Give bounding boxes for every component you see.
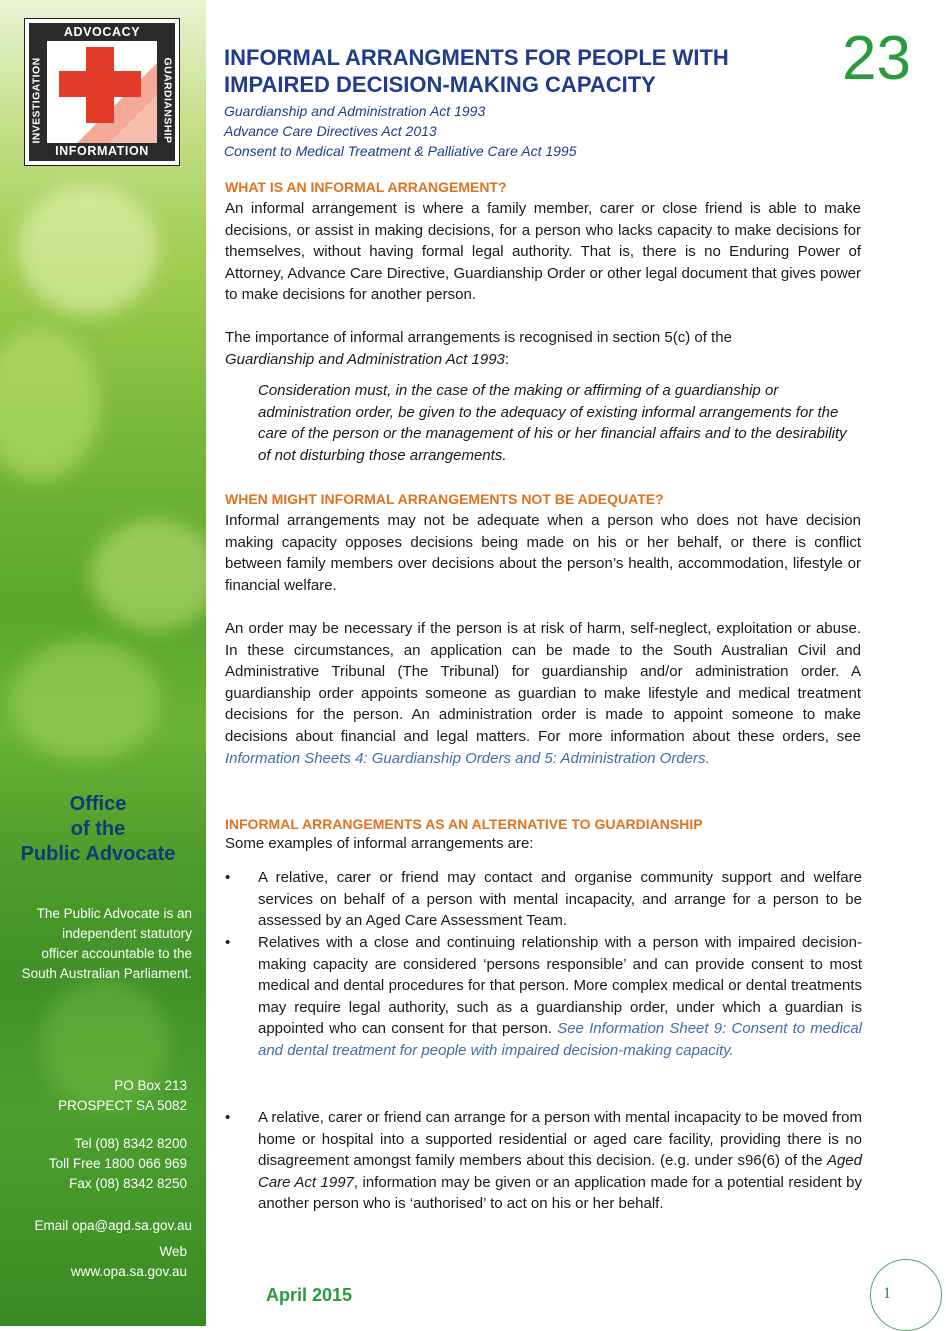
bullet-marker: • — [225, 869, 231, 886]
legislation-item: Consent to Medical Treatment & Palliative Care Act 1995 — [224, 143, 577, 159]
email-contact[interactable]: Email opa@agd.sa.gov.au — [34, 1218, 192, 1233]
page-title-line: INFORMAL ARRANGMENTS FOR PEOPLE WITH — [224, 45, 729, 70]
list-item-text-body: , information may be given or an application made for a potential resident by another person who is ‘authorised’ to act on his or her behalf. — [258, 1173, 862, 1213]
background-highlight — [0, 330, 100, 480]
bullet-marker: • — [225, 1109, 231, 1126]
page-number: 1 — [883, 1285, 891, 1302]
info-sheet-link[interactable]: See Information Sheet 9: Consent to medical and dental treatment for people with impaired decision-making capacity. — [258, 1020, 862, 1059]
background-highlight — [10, 640, 160, 760]
act-name: Aged Care Act 1997 — [258, 1152, 862, 1191]
page-title — [224, 44, 824, 98]
paragraph-text: The importance of informal arrangements is recognised in section 5(c) of the — [225, 329, 732, 346]
list-item-text — [258, 932, 862, 1062]
sidebar — [0, 0, 206, 1326]
office-name-line: Public Advocate — [20, 843, 176, 865]
sheet-number: 23 — [842, 24, 911, 93]
legislation-item: Guardianship and Administration Act 1993 — [224, 103, 486, 119]
website-contact[interactable]: Web www.opa.sa.gov.au — [70, 1244, 187, 1279]
bullet-marker: • — [225, 934, 231, 951]
paragraph — [225, 618, 861, 769]
paragraph — [225, 327, 861, 370]
office-description: The Public Advocate is an independent statutory officer accountable to the South Australian Parliament. — [21, 906, 192, 981]
section-heading: INFORMAL ARRANGEMENTS AS AN ALTERNATIVE TO GUARDIANSHIP — [225, 816, 703, 832]
list-item-text: A relative, carer or friend may contact and organise community support and welfare services on behalf of a person with mental incapacity, and arrange for a person to be assessed by an Aged Care Assessment Team. — [258, 869, 862, 930]
legislation-list — [224, 101, 577, 161]
page-title-line: IMPAIRED DECISION-MAKING CAPACITY — [224, 72, 656, 97]
legislation-item: Advance Care Directives Act 2013 — [224, 123, 437, 139]
section-heading: WHAT IS AN INFORMAL ARRANGEMENT? — [225, 179, 507, 195]
office-name — [0, 792, 196, 867]
info-sheet-link[interactable]: Information Sheets 4: Guardianship Orders and 5: Administration Orders. — [225, 749, 710, 767]
office-name-line: of the — [70, 818, 126, 840]
logo-right-text: GUARDIANSHIP — [161, 57, 174, 144]
act-name: Guardianship and Administration Act 1993 — [225, 350, 505, 368]
opa-logo — [24, 18, 180, 166]
phone-numbers: Tel (08) 8342 8200 Toll Free 1800 066 969 Fax (08) 8342 8250 — [48, 1136, 187, 1191]
list-item-text-body: A relative, carer or friend can arrange for a person with mental incapacity to be moved from home or hospital into a supported residential or aged care facility, providing there is no disagreement amongst family members about this decision. (e.g. under s96(6) of the — [258, 1109, 862, 1170]
paragraph: Some examples of informal arrangements are: — [225, 835, 534, 852]
section-heading: WHEN MIGHT INFORMAL ARRANGEMENTS NOT BE ADEQUATE? — [225, 491, 664, 507]
logo-bottom-text: INFORMATION — [55, 144, 149, 158]
list-item-text-body: Relatives with a close and continuing relationship with a person with impaired decision-making capacity are considered ‘persons responsible’ and can provide consent to most medical and dental procedures for that person. More complex medical or dental treatments may require legal authority, such as a guardianship order, under which a guardian is appointed who can consent for that person. — [258, 934, 862, 1038]
paragraph-text: : — [504, 350, 510, 368]
list-item-text — [258, 1107, 862, 1215]
background-highlight — [18, 185, 158, 315]
postal-address: PO Box 213 PROSPECT SA 5082 — [58, 1078, 187, 1113]
paragraph: An informal arrangement is where a family member, carer or close friend is able to make decisions, or assist in making decisions, for a person who lacks capacity to make decisions for themselves, without having formal legal authority. That is, there is no Enduring Power of Attorney, Advance Care Directive, Guardianship Order or other legal document that gives power to make decisions for another person. — [225, 200, 861, 304]
background-highlight — [90, 520, 206, 630]
paragraph: Informal arrangements may not be adequate when a person who does not have decision making capacity opposes decisions being made on his or her behalf, or there is conflict between family members over decisions about the person’s health, accommodation, lifestyle or financial welfare. — [225, 512, 861, 594]
logo-left-text: INVESTIGATION — [30, 57, 43, 144]
logo-top-text: ADVOCACY — [63, 25, 141, 39]
legislation-quote: Consideration must, in the case of the making or affirming of a guardianship or administration order, be given to the adequacy of existing informal arrangements for the care of the person or the management of his or her financial affairs and to the desirability of not disturbing those arrangements. — [258, 382, 847, 464]
paragraph-text: An order may be necessary if the person is at risk of harm, self-neglect, exploitation or abuse. In these circumstances, an application can be made to the South Australian Civil and Administrative Tribunal (The Tribunal) for guardianship and/or administration order. A guardianship order appoints someone as guardian to make lifestyle and medical treatment decisions for the person. An administration order is made to appoint someone to make decisions about financial and legal matters. For more information about these orders, see — [225, 620, 861, 745]
cross-icon — [47, 41, 157, 143]
office-name-line: Office — [69, 793, 127, 815]
page-number-badge — [870, 1259, 942, 1331]
publication-date: April 2015 — [266, 1285, 353, 1305]
